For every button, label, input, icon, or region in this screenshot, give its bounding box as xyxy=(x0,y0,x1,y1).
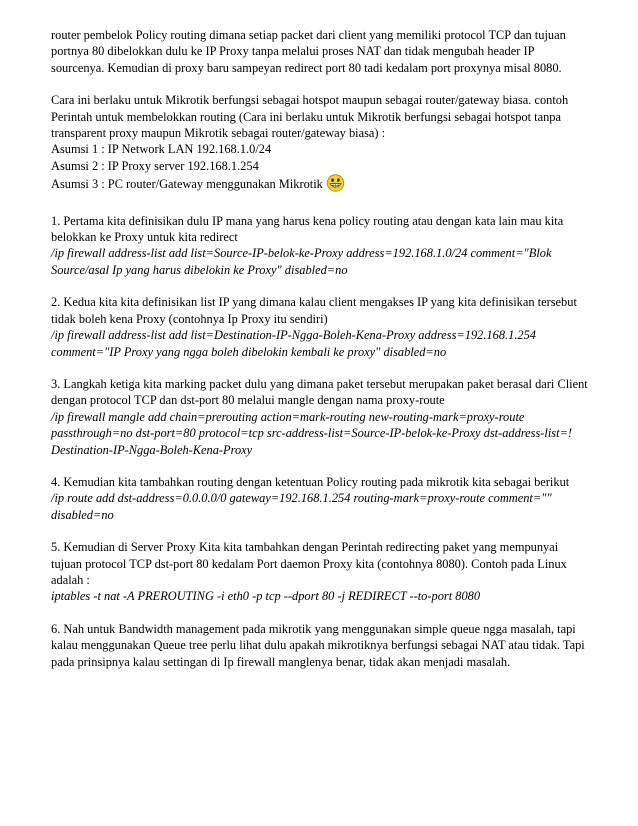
step-4 xyxy=(51,474,587,523)
assumptions-line: Cara ini berlaku untuk Mikrotik berfungsi sebagai hotspot maupun sebagai router/gateway biasa. contoh xyxy=(51,93,569,108)
intro-line: portnya 80 dibelokkan dulu ke IP Proxy tanpa melalui proses NAT dan tidak mengubah header IP xyxy=(51,44,535,59)
step-text: pada prinsipnya kalau settingan di Ip firewall manglenya benar, tidak akan menjadi masalah. xyxy=(51,654,511,669)
step-command: comment="IP Proxy yang ngga boleh dibelokin kembali ke proxy" disabled=no xyxy=(51,344,447,359)
step-command: Source/asal Ip yang harus dibelokin ke Proxy" disabled=no xyxy=(51,262,348,277)
step-text: 2. Kedua kita kita definisikan list IP yang dimana kalau client mengakses IP yang kita definisikan tersebut xyxy=(51,295,577,310)
step-command: /ip firewall address-list add list=Destination-IP-Ngga-Boleh-Kena-Proxy address=192.168.1.254 xyxy=(51,328,536,343)
step-text: 5. Kemudian di Server Proxy Kita kita tambahkan dengan Perintah redirecting paket yang mempunyai xyxy=(51,540,559,555)
step-3 xyxy=(51,376,587,458)
assumptions-line: transparent proxy maupun Mikrotik sebagai router/gateway biasa) : xyxy=(51,126,386,141)
step-text: tidak boleh kena Proxy (contohnya Ip Proxy itu sendiri) xyxy=(51,311,328,326)
step-5 xyxy=(51,539,587,605)
step-2 xyxy=(51,294,587,360)
asumsi-2: Asumsi 2 : IP Proxy server 192.168.1.254 xyxy=(51,158,259,173)
step-text: 4. Kemudian kita tambahkan routing dengan ketentuan Policy routing pada mikrotik kita sebagai berikut xyxy=(51,474,570,489)
step-command: /ip firewall address-list add list=Source-IP-belok-ke-Proxy address=192.168.1.0/24 comment="Blok xyxy=(51,246,552,261)
asumsi-3-line xyxy=(51,174,587,196)
asumsi-3: Asumsi 3 : PC router/Gateway menggunakan Mikrotik xyxy=(51,177,323,192)
step-command: /ip route add dst-address=0.0.0.0/0 gateway=192.168.1.254 routing-mark=proxy-route comment="" xyxy=(51,491,552,506)
step-text: 3. Langkah ketiga kita marking packet dulu yang dimana paket tersebut merupakan paket berasal dari Client xyxy=(51,376,588,391)
step-command: iptables -t nat -A PREROUTING -i eth0 -p tcp --dport 80 -j REDIRECT --to-port 8080 xyxy=(51,589,481,604)
assumptions-paragraph xyxy=(51,92,587,196)
intro-line: router pembelok Policy routing dimana setiap packet dari client yang memiliki protocol TCP dan tujuan xyxy=(51,28,566,42)
assumptions-line: Perintah untuk membelokkan routing (Cara ini berlaku untuk Mikrotik berfungsi sebagai hotspot tanpa xyxy=(51,109,561,124)
intro-line: sourcenya. Kemudian di proxy baru sampeyan redirect port 80 tadi kedalam port proxynya misal 8080. xyxy=(51,60,562,75)
step-text: adalah : xyxy=(51,572,90,587)
intro-paragraph xyxy=(51,27,587,76)
step-6 xyxy=(51,621,587,670)
step-command: /ip firewall mangle add chain=prerouting action=mark-routing new-routing-mark=proxy-route xyxy=(51,409,525,424)
document-page xyxy=(51,27,587,686)
step-1 xyxy=(51,213,587,279)
step-command: passthrough=no dst-port=80 protocol=tcp src-address-list=Source-IP-belok-ke-Proxy dst-address-list=! xyxy=(51,426,573,441)
asumsi-1: Asumsi 1 : IP Network LAN 192.168.1.0/24 xyxy=(51,142,272,157)
step-text: 6. Nah untuk Bandwidth management pada mikrotik yang menggunakan simple queue ngga masalah, tapi xyxy=(51,621,576,636)
step-command: disabled=no xyxy=(51,507,114,522)
step-text: tujuan protocol TCP dst-port 80 kedalam Port daemon Proxy kita (contohnya 8080). Contoh pada Linux xyxy=(51,556,567,571)
step-command: Destination-IP-Ngga-Boleh-Kena-Proxy xyxy=(51,442,253,457)
step-text: belokkan ke Proxy untuk kita redirect xyxy=(51,230,238,245)
step-text: kalau menggunakan Queue tree perlu lihat dulu apakah mikrotiknya berfungsi sebagai NAT atau tidak. Tapi xyxy=(51,638,585,653)
grinning-face-icon xyxy=(326,174,345,196)
step-text: 1. Pertama kita definisikan dulu IP mana yang harus kena policy routing atau dengan kata lain mau kita xyxy=(51,213,564,228)
step-text: dengan protocol TCP dan dst-port 80 melalui mangle dengan nama proxy-route xyxy=(51,393,445,408)
